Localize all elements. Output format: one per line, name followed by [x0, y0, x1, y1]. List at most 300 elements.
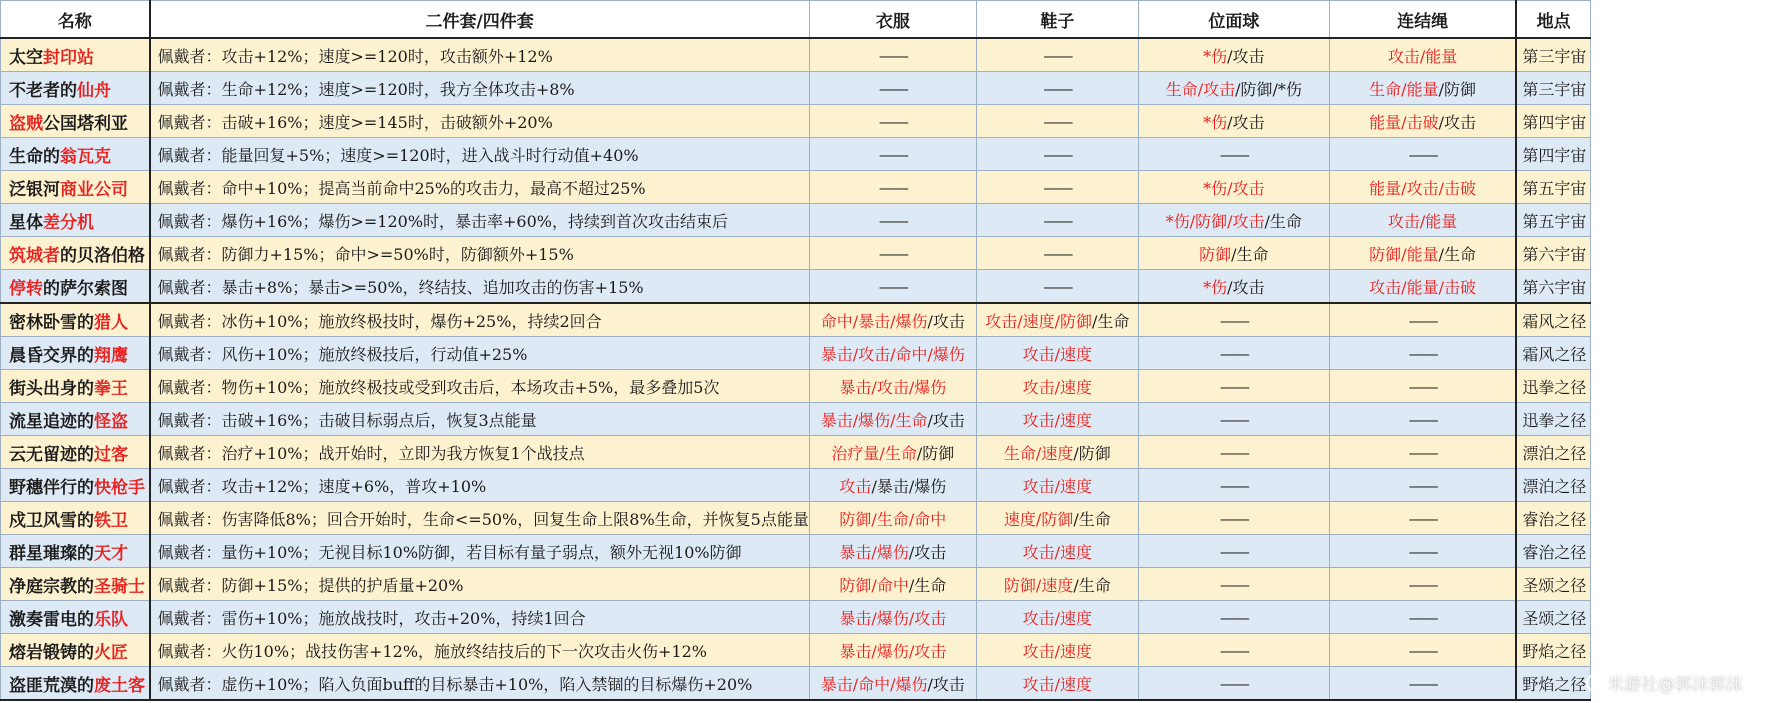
cell-set-name[interactable]: [1, 237, 150, 270]
cell-body-stats[interactable]: [809, 105, 976, 138]
table-row: [1, 502, 1591, 535]
cell-location[interactable]: 第三宇宙: [1516, 38, 1590, 72]
cell-sphere-stats[interactable]: [1138, 535, 1329, 568]
empty-dash: ——: [1219, 310, 1248, 330]
cell-text-segment: 云无留迹的: [9, 444, 94, 465]
cell-body-stats[interactable]: [809, 270, 976, 304]
empty-dash: ——: [1219, 144, 1248, 164]
empty-dash: ——: [1043, 210, 1072, 230]
table-row: [1, 72, 1591, 105]
cell-sphere-stats[interactable]: [1138, 568, 1329, 601]
table-row: [1, 436, 1591, 469]
cell-sphere-stats[interactable]: [1138, 337, 1329, 370]
table-row: [1, 403, 1591, 436]
empty-dash: ——: [1043, 177, 1072, 197]
cell-text-segment: 生命/攻击: [1165, 79, 1236, 99]
cell-text-segment: 攻击/速度/防御: [985, 311, 1093, 331]
cell-body-stats[interactable]: [809, 502, 976, 535]
cell-feet-stats[interactable]: [976, 105, 1138, 138]
table-row: [1, 634, 1591, 667]
empty-dash: ——: [1408, 310, 1437, 330]
cell-body-stats[interactable]: [809, 72, 976, 105]
cell-sphere-stats[interactable]: [1138, 634, 1329, 667]
cell-text-segment: /攻击: [927, 674, 965, 694]
cell-set-name[interactable]: [1, 370, 150, 403]
cell-text-segment: 封印站: [43, 47, 94, 68]
cell-set-effect[interactable]: 佩戴者：能量回复+5%；速度>=120时，进入战斗时行动值+40%: [150, 138, 810, 171]
header-rope[interactable]: 连结绳: [1329, 1, 1516, 39]
table-row: [1, 667, 1591, 701]
cell-text-segment: *伤: [1203, 112, 1228, 132]
cell-text-segment: 熔岩锻铸的: [9, 642, 94, 663]
cell-feet-stats[interactable]: [976, 72, 1138, 105]
cell-text-segment: 攻击/速度: [1022, 377, 1093, 397]
table-body: [1, 38, 1591, 700]
cell-rope-stats[interactable]: [1329, 204, 1516, 237]
empty-dash: ——: [1219, 607, 1248, 627]
cell-feet-stats[interactable]: [976, 568, 1138, 601]
empty-dash: ——: [1043, 144, 1072, 164]
cell-text-segment: 不老者的: [9, 80, 77, 101]
cell-text-segment: 暴击/攻击/命中/爆伤: [820, 344, 965, 364]
empty-dash: ——: [1408, 376, 1437, 396]
cell-set-effect[interactable]: 佩戴者：物伤+10%；施放终极技或受到攻击后，本场攻击+5%，最多叠加5次: [150, 370, 810, 403]
cell-text-segment: 攻击/速度: [1022, 344, 1093, 364]
cell-location[interactable]: 第五宇宙: [1516, 204, 1590, 237]
cell-set-effect[interactable]: 佩戴者：生命+12%；速度>=120时，我方全体攻击+8%: [150, 72, 810, 105]
cell-body-stats[interactable]: [809, 634, 976, 667]
empty-dash: ——: [1408, 640, 1437, 660]
cell-feet-stats[interactable]: [976, 138, 1138, 171]
cell-text-segment: 密林卧雪的: [9, 312, 94, 333]
cell-sphere-stats[interactable]: [1138, 469, 1329, 502]
cell-text-segment: 翔鹰: [94, 345, 128, 366]
empty-dash: ——: [1043, 78, 1072, 98]
cell-rope-stats[interactable]: [1329, 403, 1516, 436]
cell-location[interactable]: 漂泊之径: [1516, 436, 1590, 469]
cell-text-segment: 火匠: [94, 642, 128, 663]
cell-body-stats[interactable]: [809, 568, 976, 601]
cell-body-stats[interactable]: [809, 303, 976, 337]
cell-text-segment: 生命/速度: [1003, 443, 1074, 463]
cell-text-segment: 攻击/速度: [1022, 674, 1093, 694]
cell-sphere-stats[interactable]: [1138, 370, 1329, 403]
cell-rope-stats[interactable]: [1329, 634, 1516, 667]
cell-text-segment: 拳王: [94, 378, 128, 399]
cell-text-segment: 能量/击破: [1369, 112, 1439, 132]
cell-location[interactable]: 睿治之径: [1516, 502, 1590, 535]
cell-text-segment: /生命: [1073, 575, 1111, 595]
cell-set-effect[interactable]: 佩戴者：击破+16%；速度>=145时，击破额外+20%: [150, 105, 810, 138]
cell-rope-stats[interactable]: [1329, 138, 1516, 171]
cell-text-segment: 暴击/命中/爆伤: [820, 674, 928, 694]
cell-text-segment: 攻击/速度: [1022, 542, 1093, 562]
watermark-text: 米游社@郭沫郭沫: [1607, 675, 1743, 695]
cell-set-name[interactable]: [1, 568, 150, 601]
cell-feet-stats[interactable]: [976, 204, 1138, 237]
cell-body-stats[interactable]: [809, 38, 976, 72]
empty-dash: ——: [878, 210, 907, 230]
cell-text-segment: 攻击/速度: [1022, 476, 1093, 496]
header-row: [1, 1, 1591, 39]
cell-set-name[interactable]: [1, 436, 150, 469]
cell-location[interactable]: 迅拳之径: [1516, 403, 1590, 436]
cell-sphere-stats[interactable]: [1138, 105, 1329, 138]
cell-location[interactable]: 第五宇宙: [1516, 171, 1590, 204]
cell-sphere-stats[interactable]: [1138, 436, 1329, 469]
cell-set-effect[interactable]: 佩戴者：风伤+10%；施放终极技后，行动值+25%: [150, 337, 810, 370]
cell-sphere-stats[interactable]: [1138, 667, 1329, 701]
cell-rope-stats[interactable]: [1329, 303, 1516, 337]
cell-set-name[interactable]: [1, 38, 150, 72]
cell-rope-stats[interactable]: [1329, 469, 1516, 502]
cell-text-segment: 攻击/速度: [1022, 641, 1093, 661]
empty-dash: ——: [1219, 673, 1248, 693]
cell-set-effect[interactable]: 佩戴者：防御+15%；提供的护盾量+20%: [150, 568, 810, 601]
empty-dash: ——: [1043, 111, 1072, 131]
cell-feet-stats[interactable]: [976, 436, 1138, 469]
cell-rope-stats[interactable]: [1329, 436, 1516, 469]
cell-text-segment: 停转: [9, 278, 43, 299]
cell-text-segment: 差分机: [43, 212, 94, 233]
cell-text-segment: 街头出身的: [9, 378, 94, 399]
cell-text-segment: /生命: [1264, 211, 1302, 231]
cell-set-effect[interactable]: 佩戴者：攻击+12%；速度+6%，普攻+10%: [150, 469, 810, 502]
cell-sphere-stats[interactable]: [1138, 237, 1329, 270]
empty-dash: ——: [878, 78, 907, 98]
empty-dash: ——: [1219, 376, 1248, 396]
cell-sphere-stats[interactable]: [1138, 138, 1329, 171]
cell-set-name[interactable]: [1, 105, 150, 138]
cell-text-segment: 怪盗: [94, 411, 128, 432]
cell-text-segment: 星体: [9, 212, 43, 233]
cell-text-segment: 激奏雷电的: [9, 609, 94, 630]
cell-text-segment: 筑城者: [9, 245, 60, 266]
cell-body-stats[interactable]: [809, 403, 976, 436]
empty-dash: ——: [878, 276, 907, 296]
cell-text-segment: 仙舟: [77, 80, 111, 101]
cell-text-segment: *伤/防御/攻击: [1165, 211, 1265, 231]
cell-text-segment: /生命: [1438, 244, 1476, 264]
cell-text-segment: 的贝洛伯格: [60, 245, 145, 266]
cell-sphere-stats[interactable]: [1138, 303, 1329, 337]
cell-set-name[interactable]: [1, 337, 150, 370]
cell-rope-stats[interactable]: [1329, 370, 1516, 403]
table-row: [1, 535, 1591, 568]
cell-body-stats[interactable]: [809, 436, 976, 469]
cell-set-effect[interactable]: 佩戴者：暴击+8%；暴击>=50%，终结技、追加攻击的伤害+15%: [150, 270, 810, 304]
cell-text-segment: 乐队: [94, 609, 128, 630]
table-row: [1, 270, 1591, 304]
cell-text-segment: 暴击/爆伤/生命: [820, 410, 928, 430]
cell-text-segment: 盗贼: [9, 113, 43, 134]
watermark: [1586, 670, 1743, 695]
cell-text-segment: 快枪手: [94, 477, 145, 498]
cell-text-segment: 暴击/爆伤: [839, 542, 909, 562]
cell-feet-stats[interactable]: [976, 370, 1138, 403]
cell-text-segment: 流星追迹的: [9, 411, 94, 432]
cell-body-stats[interactable]: [809, 601, 976, 634]
cell-text-segment: /生命: [908, 575, 947, 595]
empty-dash: ——: [1219, 640, 1248, 660]
empty-dash: ——: [1219, 409, 1248, 429]
cell-rope-stats[interactable]: [1329, 270, 1516, 304]
cell-set-effect[interactable]: 佩戴者：火伤10%；战技伤害+12%，施放终结技后的下一次攻击火伤+12%: [150, 634, 810, 667]
cell-text-segment: 防御: [1199, 244, 1232, 264]
cell-text-segment: 晨昏交界的: [9, 345, 94, 366]
cell-text-segment: /攻击: [1227, 46, 1265, 66]
cell-set-effect[interactable]: 佩戴者：冰伤+10%；施放终极技时，爆伤+25%，持续2回合: [150, 303, 810, 337]
cell-rope-stats[interactable]: [1329, 667, 1516, 701]
cell-feet-stats[interactable]: [976, 303, 1138, 337]
cell-sphere-stats[interactable]: [1138, 38, 1329, 72]
cell-feet-stats[interactable]: [976, 403, 1138, 436]
cell-text-segment: 治疗量/生命: [831, 443, 917, 463]
cell-text-segment: 攻击/能量: [1387, 211, 1458, 231]
cell-rope-stats[interactable]: [1329, 72, 1516, 105]
cell-set-name[interactable]: [1, 469, 150, 502]
header-location[interactable]: 地点: [1516, 1, 1590, 39]
table-row: [1, 237, 1591, 270]
cell-rope-stats[interactable]: [1329, 568, 1516, 601]
table-row: [1, 337, 1591, 370]
cell-text-segment: /生命: [1073, 509, 1111, 529]
empty-dash: ——: [1043, 45, 1072, 65]
cell-text-segment: /暴击/爆伤: [871, 476, 947, 496]
cell-text-segment: 能量/攻击/击破: [1369, 178, 1476, 198]
cell-text-segment: /生命: [1092, 311, 1130, 331]
cell-body-stats[interactable]: [809, 535, 976, 568]
cell-rope-stats[interactable]: [1329, 171, 1516, 204]
cell-text-segment: 群星璀璨的: [9, 543, 94, 564]
cell-location[interactable]: 第三宇宙: [1516, 72, 1590, 105]
cell-location[interactable]: 霜风之径: [1516, 303, 1590, 337]
cell-feet-stats[interactable]: [976, 502, 1138, 535]
cell-set-effect[interactable]: 佩戴者：击破+16%；击破目标弱点后，恢复3点能量: [150, 403, 810, 436]
empty-dash: ——: [1408, 673, 1437, 693]
empty-dash: ——: [1408, 144, 1437, 164]
cell-text-segment: 防御/速度: [1003, 575, 1074, 595]
cell-set-effect[interactable]: 佩戴者：命中+10%；提高当前命中25%的攻击力，最高不超过25%: [150, 171, 810, 204]
table-row: [1, 204, 1591, 237]
table-row: [1, 105, 1591, 138]
cell-feet-stats[interactable]: [976, 337, 1138, 370]
cell-location[interactable]: 睿治之径: [1516, 535, 1590, 568]
cell-body-stats[interactable]: [809, 171, 976, 204]
cell-feet-stats[interactable]: [976, 469, 1138, 502]
cell-location[interactable]: 第四宇宙: [1516, 105, 1590, 138]
empty-dash: ——: [1408, 508, 1437, 528]
cell-location[interactable]: 圣颂之径: [1516, 568, 1590, 601]
cell-text-segment: 暴击/爆伤/攻击: [839, 641, 947, 661]
cell-location[interactable]: 第六宇宙: [1516, 237, 1590, 270]
cell-text-segment: 的萨尔索图: [43, 278, 128, 299]
cell-sphere-stats[interactable]: [1138, 502, 1329, 535]
table-row: [1, 38, 1591, 72]
cell-set-name[interactable]: [1, 502, 150, 535]
empty-dash: ——: [1219, 574, 1248, 594]
cell-set-name[interactable]: [1, 270, 150, 304]
cell-text-segment: *伤: [1203, 46, 1228, 66]
header-name[interactable]: 名称: [1, 1, 150, 39]
cell-body-stats[interactable]: [809, 138, 976, 171]
cell-text-segment: 公国塔利亚: [43, 113, 128, 134]
cell-sphere-stats[interactable]: [1138, 204, 1329, 237]
empty-dash: ——: [878, 243, 907, 263]
cell-feet-stats[interactable]: [976, 535, 1138, 568]
cell-location[interactable]: 迅拳之径: [1516, 370, 1590, 403]
cell-location[interactable]: 野焰之径: [1516, 667, 1590, 701]
header-sphere[interactable]: 位面球: [1138, 1, 1329, 39]
cell-text-segment: 攻击/速度: [1022, 410, 1093, 430]
cell-set-effect[interactable]: 佩戴者：治疗+10%；战开始时，立即为我方恢复1个战技点: [150, 436, 810, 469]
cell-set-effect[interactable]: 佩戴者：爆伤+16%；爆伤>=120%时，暴击率+60%，持续到首次攻击结束后: [150, 204, 810, 237]
cell-text-segment: 攻击/速度: [1022, 608, 1093, 628]
cell-text-segment: /攻击: [927, 311, 965, 331]
cell-text-segment: 攻击: [839, 476, 872, 496]
cell-feet-stats[interactable]: [976, 667, 1138, 701]
cell-text-segment: /攻击: [1227, 112, 1265, 132]
cell-text-segment: 攻击/能量/击破: [1369, 277, 1476, 297]
cell-text-segment: *伤/攻击: [1203, 178, 1265, 198]
cell-feet-stats[interactable]: [976, 634, 1138, 667]
empty-dash: ——: [1408, 574, 1437, 594]
cell-text-segment: 泛银河: [9, 179, 60, 200]
cell-rope-stats[interactable]: [1329, 601, 1516, 634]
cell-text-segment: 圣骑士: [94, 576, 145, 597]
cell-text-segment: 防御/能量: [1369, 244, 1439, 264]
cell-text-segment: 野穗伴行的: [9, 477, 94, 498]
cell-set-name[interactable]: [1, 204, 150, 237]
cell-text-segment: /攻击: [908, 542, 947, 562]
cell-rope-stats[interactable]: [1329, 105, 1516, 138]
header-feet[interactable]: 鞋子: [976, 1, 1138, 39]
table-row: [1, 469, 1591, 502]
table-row: [1, 568, 1591, 601]
cell-body-stats[interactable]: [809, 469, 976, 502]
cell-text-segment: 暴击/攻击/爆伤: [839, 377, 947, 397]
cell-set-effect[interactable]: 佩戴者：雷伤+10%；施放战技时，攻击+20%，持续1回合: [150, 601, 810, 634]
cell-text-segment: 天才: [94, 543, 128, 564]
empty-dash: ——: [1408, 409, 1437, 429]
cell-location[interactable]: 第六宇宙: [1516, 270, 1590, 304]
cell-feet-stats[interactable]: [976, 38, 1138, 72]
cell-rope-stats[interactable]: [1329, 535, 1516, 568]
cell-text-segment: 暴击/爆伤/攻击: [839, 608, 947, 628]
cell-set-name[interactable]: [1, 72, 150, 105]
empty-dash: ——: [1219, 508, 1248, 528]
cell-rope-stats[interactable]: [1329, 337, 1516, 370]
cell-set-name[interactable]: [1, 171, 150, 204]
cell-set-name[interactable]: [1, 403, 150, 436]
cell-feet-stats[interactable]: [976, 237, 1138, 270]
cell-text-segment: 命中/暴击/爆伤: [820, 311, 928, 331]
cell-text-segment: 铁卫: [94, 510, 128, 531]
header-set[interactable]: 二件套/四件套: [150, 1, 810, 39]
cell-location[interactable]: 圣颂之径: [1516, 601, 1590, 634]
empty-dash: ——: [1408, 607, 1437, 627]
cell-sphere-stats[interactable]: [1138, 72, 1329, 105]
cell-set-name[interactable]: [1, 634, 150, 667]
cell-location[interactable]: 漂泊之径: [1516, 469, 1590, 502]
empty-dash: ——: [1408, 475, 1437, 495]
cell-text-segment: 太空: [9, 47, 43, 68]
empty-dash: ——: [1219, 343, 1248, 363]
table-row: [1, 171, 1591, 204]
cell-text-segment: 生命的: [9, 146, 60, 167]
cell-sphere-stats[interactable]: [1138, 270, 1329, 304]
cell-body-stats[interactable]: [809, 667, 976, 701]
table-row: [1, 370, 1591, 403]
cell-location[interactable]: 霜风之径: [1516, 337, 1590, 370]
empty-dash: ——: [1219, 475, 1248, 495]
cell-text-segment: /攻击: [1227, 277, 1265, 297]
empty-dash: ——: [1408, 541, 1437, 561]
cell-set-name[interactable]: [1, 303, 150, 337]
empty-dash: ——: [1219, 442, 1248, 462]
watermark-logo-icon: [1586, 674, 1604, 692]
cell-set-effect[interactable]: 佩戴者：量伤+10%；无视目标10%防御，若目标有量子弱点，额外无视10%防御: [150, 535, 810, 568]
cell-set-effect[interactable]: 佩戴者：伤害降低8%；回合开始时，生命<=50%，回复生命上限8%生命，并恢复5点能量: [150, 502, 810, 535]
cell-set-name[interactable]: [1, 535, 150, 568]
cell-text-segment: /防御: [1073, 443, 1111, 463]
empty-dash: ——: [1408, 442, 1437, 462]
cell-set-name[interactable]: [1, 138, 150, 171]
cell-text-segment: 防御/命中: [839, 575, 909, 595]
cell-text-segment: 盗匪荒漠的: [9, 675, 94, 696]
cell-rope-stats[interactable]: [1329, 237, 1516, 270]
cell-body-stats[interactable]: [809, 237, 976, 270]
cell-body-stats[interactable]: [809, 370, 976, 403]
table-row: [1, 303, 1591, 337]
cell-text-segment: 防御/生命/命中: [839, 509, 947, 529]
cell-rope-stats[interactable]: [1329, 38, 1516, 72]
cell-set-effect[interactable]: 佩戴者：虚伤+10%；陷入负面buff的目标暴击+10%，陷入禁锢的目标爆伤+20%: [150, 667, 810, 701]
cell-feet-stats[interactable]: [976, 270, 1138, 304]
table-row: [1, 601, 1591, 634]
cell-set-effect[interactable]: 佩戴者：攻击+12%；速度>=120时，攻击额外+12%: [150, 38, 810, 72]
cell-text-segment: /攻击: [1438, 112, 1476, 132]
empty-dash: ——: [878, 45, 907, 65]
cell-location[interactable]: 第四宇宙: [1516, 138, 1590, 171]
cell-body-stats[interactable]: [809, 337, 976, 370]
cell-location[interactable]: 野焰之径: [1516, 634, 1590, 667]
cell-text-segment: 戍卫风雪的: [9, 510, 94, 531]
cell-set-name[interactable]: [1, 667, 150, 701]
cell-feet-stats[interactable]: [976, 601, 1138, 634]
empty-dash: ——: [878, 111, 907, 131]
cell-sphere-stats[interactable]: [1138, 403, 1329, 436]
empty-dash: ——: [878, 177, 907, 197]
cell-set-effect[interactable]: 佩戴者：防御力+15%；命中>=50%时，防御额外+15%: [150, 237, 810, 270]
cell-sphere-stats[interactable]: [1138, 601, 1329, 634]
cell-set-name[interactable]: [1, 601, 150, 634]
cell-sphere-stats[interactable]: [1138, 171, 1329, 204]
cell-text-segment: 攻击/能量: [1387, 46, 1458, 66]
cell-text-segment: /生命: [1231, 244, 1269, 264]
cell-text-segment: /防御: [916, 443, 955, 463]
empty-dash: ——: [1043, 276, 1072, 296]
cell-text-segment: 翁瓦克: [60, 146, 111, 167]
header-body[interactable]: 衣服: [809, 1, 976, 39]
empty-dash: ——: [878, 144, 907, 164]
cell-text-segment: /防御: [1438, 79, 1476, 99]
cell-text-segment: /防御/*伤: [1235, 79, 1302, 99]
cell-body-stats[interactable]: [809, 204, 976, 237]
cell-text-segment: /攻击: [927, 410, 965, 430]
cell-rope-stats[interactable]: [1329, 502, 1516, 535]
cell-feet-stats[interactable]: [976, 171, 1138, 204]
